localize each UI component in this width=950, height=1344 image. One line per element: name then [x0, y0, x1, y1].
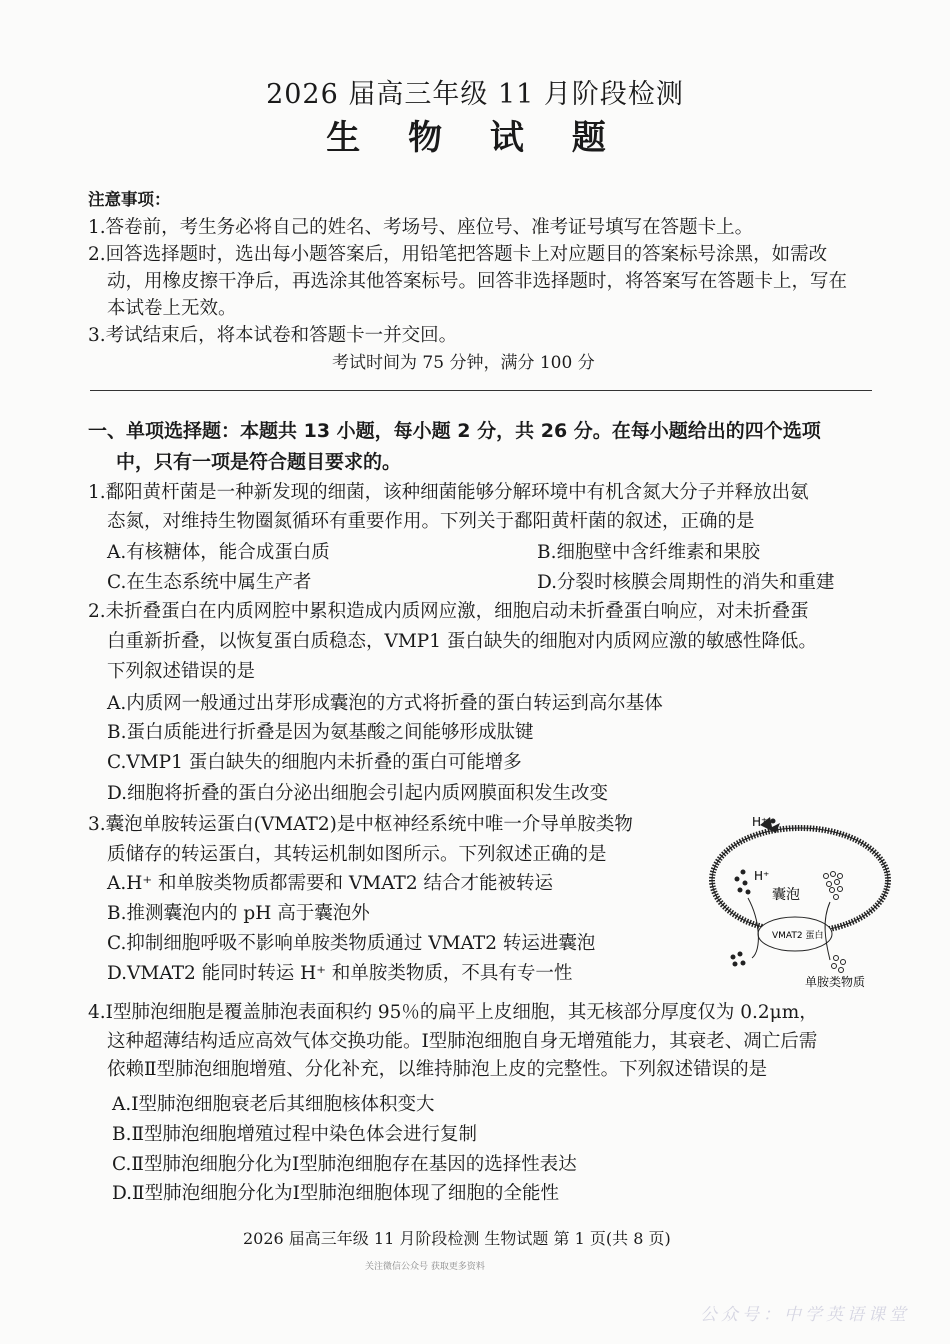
q4-stem: 这种超薄结构适应高效气体交换功能。Ⅰ型肺泡细胞自身无增殖能力，其衰老、凋亡后需	[107, 1031, 818, 1052]
q2-stem: 白重新折叠，以恢复蛋白质稳态，VMP1 蛋白缺失的细胞对内质网应激的敏感性降低。	[107, 631, 817, 652]
q4-stem: 依赖Ⅱ型肺泡细胞增殖、分化补充，以维持肺泡上皮的完整性。下列叙述错误的是	[107, 1059, 768, 1080]
vmat2-diagram	[700, 810, 900, 990]
notice-line: 动，用橡皮擦干净后，再选涂其他答案标号。回答非选择题时，将答案写在答题卡上，写在	[107, 271, 848, 292]
q1-option-b: B.细胞壁中含纤维素和果胶	[537, 542, 760, 563]
q1-option-a: A.有核糖体，能合成蛋白质	[107, 542, 330, 563]
q2-option-c: C.VMP1 蛋白缺失的细胞内未折叠的蛋白可能增多	[107, 752, 522, 773]
section-heading: 一、单项选择题：本题共 13 小题，每小题 2 分，共 26 分。在每小题给出的四个选项	[88, 420, 821, 442]
q4-option-c: C.Ⅱ型肺泡细胞分化为Ⅰ型肺泡细胞存在基因的选择性表达	[112, 1154, 577, 1175]
q2-option-b: B.蛋白质能进行折叠是因为氨基酸之间能够形成肽键	[107, 722, 534, 743]
q2-option-d: D.细胞将折叠的蛋白分泌出细胞会引起内质网膜面积发生改变	[107, 783, 609, 804]
divider	[90, 390, 872, 391]
q3-option-a: A.H⁺ 和单胺类物质都需要和 VMAT2 结合才能被转运	[107, 873, 554, 894]
q1-stem: 1.鄱阳黄杆菌是一种新发现的细菌，该种细菌能够分解环境中有机含氮大分子并释放出氨	[88, 482, 809, 503]
vesicle-label: 囊泡	[772, 887, 800, 903]
q3-stem: 质储存的转运蛋白，其转运机制如图所示。下列叙述正确的是	[107, 844, 607, 865]
proton-dot	[771, 819, 776, 824]
notice-line: 2.回答选择题时，选出每小题答案后，用铅笔把答题卡上对应题目的答案标号涂黑，如需改	[88, 244, 828, 265]
notice-line: 3.考试结束后，将本试卷和答题卡一并交回。	[88, 325, 458, 346]
q4-option-b: B.Ⅱ型肺泡细胞增殖过程中染色体会进行复制	[112, 1124, 478, 1145]
q2-stem: 2.未折叠蛋白在内质网腔中累积造成内质网应激，细胞启动未折叠蛋白响应，对未折叠蛋	[88, 601, 809, 622]
q3-option-c: C.抑制细胞呼吸不影响单胺类物质通过 VMAT2 转运进囊泡	[107, 933, 596, 954]
q4-stem: 4.Ⅰ型肺泡细胞是覆盖肺泡表面积约 95％的扁平上皮细胞，其无核部分厚度仅为 0.2μm，	[88, 1002, 818, 1023]
notice-heading: 注意事项：	[88, 190, 171, 209]
q1-option-d: D.分裂时核膜会周期性的消失和重建	[537, 572, 835, 593]
subject-title: 生 物 试 题	[326, 118, 624, 158]
monoamine-dots	[824, 872, 846, 973]
q2-option-a: A.内质网一般通过出芽形成囊泡的方式将折叠的蛋白转运到高尔基体	[107, 693, 663, 714]
q4-option-d: D.Ⅱ型肺泡细胞分化为Ⅰ型肺泡细胞体现了细胞的全能性	[112, 1183, 559, 1204]
q3-stem: 3.囊泡单胺转运蛋白(VMAT2)是中枢神经系统中唯一介导单胺类物	[88, 814, 633, 835]
q2-stem: 下列叙述错误的是	[107, 661, 256, 682]
vmat2-protein-label: VMAT2 蛋白	[772, 931, 824, 941]
notice-line: 1.答卷前，考生务必将自己的姓名、考场号、座位号、准考证号填写在答题卡上。	[88, 217, 754, 238]
h-plus-outside-label: H⁺	[752, 815, 768, 829]
proton-dots-outside	[731, 952, 746, 967]
q1-option-c: C.在生态系统中属生产者	[107, 572, 312, 593]
monoamine-label: 单胺类物质	[805, 975, 866, 989]
q4-option-a: A.Ⅰ型肺泡细胞衰老后其细胞核体积变大	[112, 1094, 435, 1115]
h-plus-inside-label: H⁺	[754, 869, 770, 883]
page-footer: 2026 届高三年级 11 月阶段检测 生物试题 第 1 页(共 8 页)	[243, 1229, 671, 1248]
overlay-watermark: 关注微信公众号 获取更多资料	[365, 1262, 485, 1272]
exam-time: 考试时间为 75 分钟，满分 100 分	[332, 353, 595, 373]
section-heading: 中，只有一项是符合题目要求的。	[116, 451, 402, 473]
q1-stem: 态氮，对维持生物圈氮循环有重要作用。下列关于鄱阳黄杆菌的叙述，正确的是	[107, 511, 755, 532]
proton-exit-arrow	[748, 898, 758, 958]
notice-line: 本试卷上无效。	[107, 298, 237, 319]
q3-option-d: D.VMAT2 能同时转运 H⁺ 和单胺类物质，不具有专一性	[107, 963, 573, 984]
q3-option-b: B.推测囊泡内的 pH 高于囊泡外	[107, 903, 370, 924]
exam-title: 2026 届高三年级 11 月阶段检测	[266, 79, 684, 110]
proton-dots-inside	[735, 870, 751, 895]
corner-watermark: 公众号：中学英语课堂	[700, 1305, 910, 1325]
